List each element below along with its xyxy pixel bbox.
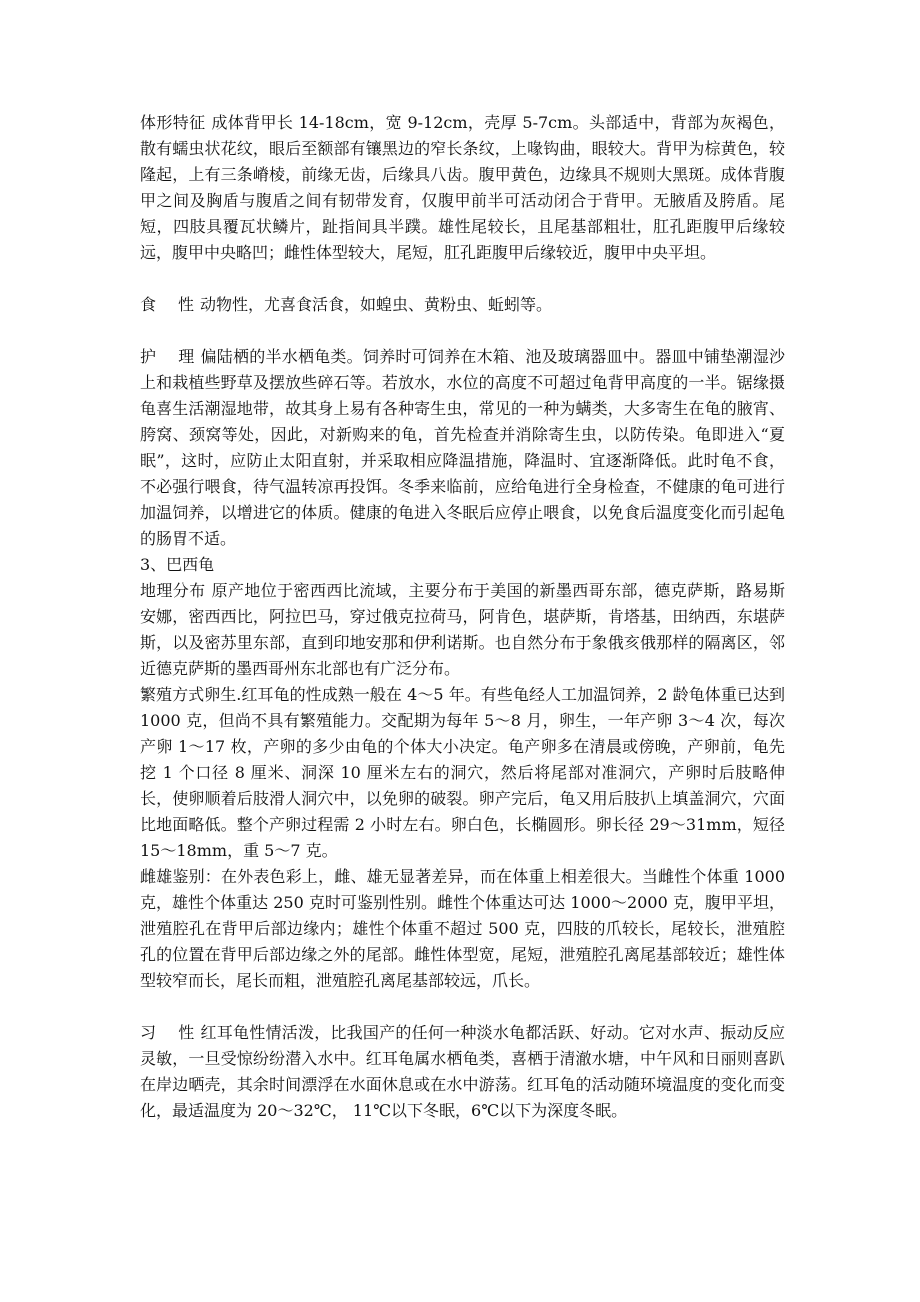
- features-paragraph: [140, 110, 785, 266]
- features-label: 体形特征: [140, 113, 206, 132]
- diet-paragraph: [140, 292, 785, 318]
- habit-label-second: 性: [178, 1023, 195, 1042]
- spacer: [140, 994, 785, 1020]
- spacer: [140, 318, 785, 344]
- habit-label-first: 习: [140, 1023, 179, 1042]
- care-text: 偏陆栖的半水栖龟类。饲养时可饲养在木箱、池及玻璃器皿中。器皿中铺垫潮湿沙上和栽植些野草及摆放些碎石等。若放水，水位的高度不可超过龟背甲高度的一半。锯缘摄龟喜生活潮湿地带，故其身上易有各种寄生虫，常见的一种为螨类，大多寄生在龟的腋宵、胯窝、颈窝等处，因此，对新购来的龟，首先检查并消除寄生虫，以防传染。龟即进入“夏眠”，这时，应防止太阳直射，并采取相应降温措施，降温时、宜逐渐降低。此时龟不食，不必强行喂食，待气温转凉再投饵。冬季来临前，应给龟进行全身检查，不健康的龟可进行加温饲养，以增进它的体质。健康的龟进入冬眠后应停止喂食，以免食后温度变化而引起龟的肠胃不适。: [140, 347, 785, 548]
- breeding-paragraph: 繁殖方式卵生.红耳龟的性成熟一般在 4～5 年。有些龟经人工加温饲养，2 龄龟体重已达到 1000 克，但尚不具有繁殖能力。交配期为每年 5～8 月，卵生，一年产卵 3～4 次，每次产卵 1～17 枚，产卵的多少由龟的个体大小决定。龟产卵多在清晨或傍晚，产卵前，龟先挖 1 个口径 8 厘米、洞深 10 厘米左右的洞穴，然后将尾部对准洞穴，产卵时后肢略伸长，使卵顺着后肢滑人洞穴中，以免卵的破裂。卵产完后，龟又用后肢扒上填盖洞穴，穴面比地面略低。整个产卵过程需 2 小时左右。卵白色，长椭圆形。卵长径 29～31mm，短径 15～18mm，重 5～7 克。: [140, 685, 785, 860]
- geo-paragraph: [140, 578, 785, 682]
- features-text: 成体背甲长 14-18cm，宽 9-12cm，壳厚 5-7cm。头部适中，背部为灰褐色，散有蠕虫状花纹，眼后至额部有镶黑边的窄长条纹，上喙钩曲，眼较大。背甲为棕黄色，较隆起，上有三条嵴棱，前缘无齿，后缘具八齿。腹甲黄色，边缘具不规则大黑斑。成体背腹甲之间及胸盾与腹盾之间有韧带发育，仅腹甲前半可活动闭合于背甲。无腋盾及胯盾。尾短，四肢具覆瓦状鳞片，趾指间具半蹼。雄性尾较长，且尾基部粗壮，肛孔距腹甲后缘较远，腹甲中央略凹；雌性体型较大，尾短，肛孔距腹甲后缘较近，腹甲中央平坦。: [140, 113, 785, 262]
- diet-text: 动物性，尤喜食活食，如蝗虫、黄粉虫、蚯蚓等。: [200, 295, 553, 314]
- section-heading: 3、巴西龟: [140, 555, 215, 574]
- diet-label-second: 性: [178, 295, 195, 314]
- habit-text: 红耳龟性情活泼，比我国产的任何一种淡水龟都活跃、好动。它对水声、振动反应灵敏，一旦受惊纷纷潜入水中。红耳龟属水栖龟类，喜栖于清澈水塘，中午风和日丽则喜趴在岸边晒壳，其余时间漂浮在水面休息或在水中游荡。红耳龟的活动随环境温度的变化而变化，最适温度为 20～32℃， 11℃以下冬眠，6℃以下为深度冬眠。: [140, 1023, 785, 1120]
- spacer: [140, 266, 785, 292]
- care-paragraph: [140, 344, 785, 552]
- care-label-first: 护: [140, 347, 179, 366]
- habit-paragraph: [140, 1020, 785, 1124]
- sex-identification-paragraph: 雌雄鉴别：在外表色彩上，雌、雄无显著差异，而在体重上相差很大。当雌性个体重 1000 克，雄性个体重达 250 克时可鉴别性别。雌性个体重达可达 1000～2000 克，腹甲平坦，泄殖腔孔在背甲后部边缘内；雄性个体重不超过 500 克，四肢的爪较长，尾较长，泄殖腔孔的位置在背甲后部边缘之外的尾部。雌性体型宽，尾短，泄殖腔孔离尾基部较近；雄性体型较窄而长，尾长而粗，泄殖腔孔离尾基部较远，爪长。: [140, 867, 785, 990]
- geo-label: 地理分布: [140, 581, 206, 600]
- care-label-second: 理: [178, 347, 195, 366]
- geo-text: 原产地位于密西西比流域，主要分布于美国的新墨西哥东部，德克萨斯，路易斯安娜，密西西比，阿拉巴马，穿过俄克拉荷马，阿肯色，堪萨斯，肯塔基，田纳西，东堪萨斯，以及密苏里东部，直到印地安那和伊利诺斯。也自然分布于象俄亥俄那样的隔离区，邻近德克萨斯的墨西哥州东北部也有广泛分布。: [140, 581, 785, 678]
- diet-label-first: 食: [140, 295, 179, 314]
- document-body: [140, 110, 785, 1124]
